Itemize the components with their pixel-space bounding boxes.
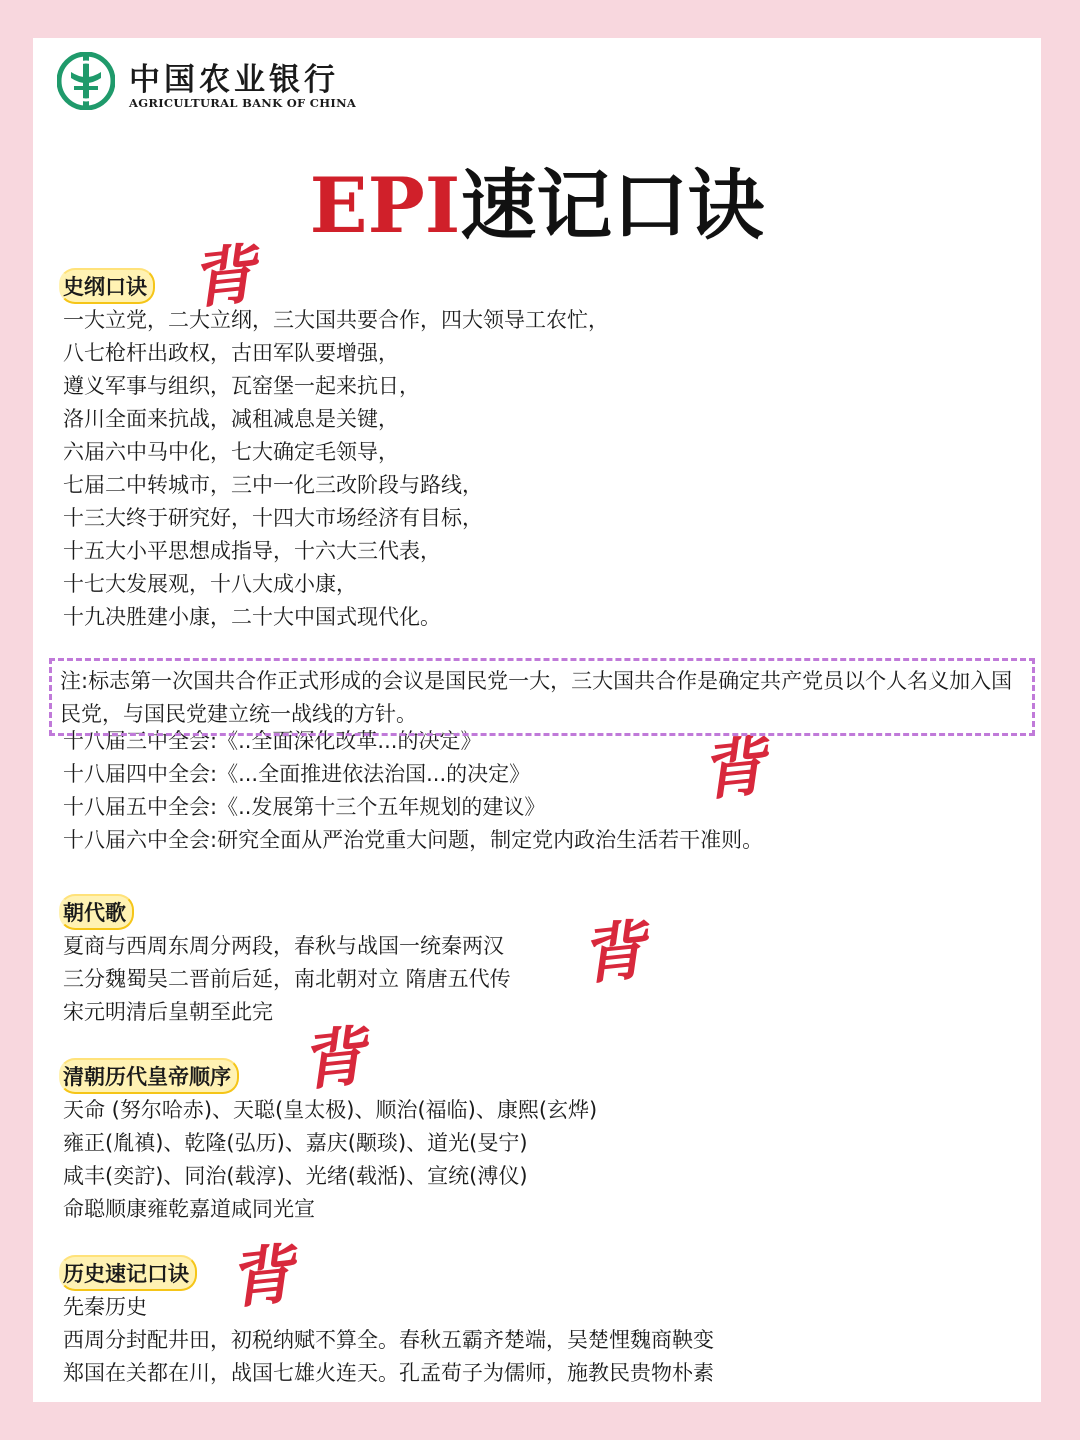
section-heading: 朝代歌 bbox=[59, 894, 134, 930]
text-line: 七届二中转城市，三中一化三改阶段与路线， bbox=[63, 473, 483, 497]
handwritten-mark: 背 bbox=[297, 1019, 369, 1101]
text-line: 十八届四中全会:《...全面推进依法治国...的决定》 bbox=[63, 762, 531, 786]
text-line: 西周分封配井田，初税纳赋不算全。春秋五霸齐楚端，吴楚悝魏商鞅变 bbox=[63, 1328, 714, 1352]
text-line: 六届六中马中化，七大确定毛领导， bbox=[63, 440, 399, 464]
text-line: 十九决胜建小康，二十大中国式现代化。 bbox=[63, 605, 441, 629]
text-line: 八七枪杆出政权，古田军队要增强， bbox=[63, 341, 399, 365]
text-line: 一大立党，二大立纲，三大国共要合作，四大领导工农忙， bbox=[63, 308, 609, 332]
text-line: 三分魏蜀吴二晋前后延，南北朝对立 隋唐五代传 bbox=[63, 967, 511, 991]
handwritten-mark: 背 bbox=[187, 237, 259, 319]
section-heading: 历史速记口诀 bbox=[59, 1255, 197, 1291]
text-line: 郑国在关都在川，战国七雄火连天。孔孟荀子为儒师，施教民贵物朴素 bbox=[63, 1361, 714, 1385]
note-text: 注:标志第一次国共合作正式形成的会议是国民党一大，三大国共合作是确定共产党员以个人名义加入国民党，与国民党建立统一战线的方针。 bbox=[60, 669, 1013, 726]
section-history bbox=[63, 1255, 714, 1390]
handwritten-mark: 背 bbox=[577, 913, 649, 995]
brand-name-cn: 中国农业银行 bbox=[129, 62, 339, 98]
text-line: 洛川全面来抗战，减租减息是关键， bbox=[63, 407, 399, 431]
text-line: 宋元明清后皇朝至此完 bbox=[63, 1000, 273, 1024]
brand-name-en: AGRICULTURAL BANK OF CHINA bbox=[129, 96, 357, 110]
title-cn: 速记口诀 bbox=[460, 161, 765, 250]
section-shigang bbox=[63, 268, 609, 634]
page-title bbox=[33, 156, 1041, 256]
text-line: 十八届三中全会:《..全面深化改革...的决定》 bbox=[63, 729, 482, 753]
handwritten-mark: 背 bbox=[697, 729, 769, 811]
text-line: 十八届五中全会:《..发展第十三个五年规划的建议》 bbox=[63, 795, 546, 819]
section-dynasty bbox=[63, 894, 511, 1029]
text-line: 十八届六中全会:研究全面从严治党重大问题，制定党内政治生活若干准则。 bbox=[63, 828, 764, 852]
section-plenums bbox=[63, 725, 763, 857]
text-line: 天命 (努尔哈赤)、天聪(皇太极)、顺治(福临)、康熙(玄烨) bbox=[63, 1098, 598, 1122]
section-heading: 清朝历代皇帝顺序 bbox=[59, 1058, 239, 1094]
text-line: 夏商与西周东周分两段，春秋与战国一统秦两汉 bbox=[63, 934, 504, 958]
text-line: 咸丰(奕詝)、同治(载淳)、光绪(载湉)、宣统(溥仪) bbox=[63, 1164, 528, 1188]
handwritten-mark: 背 bbox=[225, 1237, 297, 1319]
text-line: 命聪顺康雍乾嘉道咸同光宣 bbox=[63, 1197, 315, 1221]
section-heading: 史纲口诀 bbox=[59, 268, 155, 304]
title-en: EPI bbox=[309, 161, 461, 250]
text-line: 十七大发展观，十八大成小康， bbox=[63, 572, 357, 596]
text-line: 先秦历史 bbox=[63, 1295, 147, 1319]
abc-bank-logo-icon bbox=[57, 52, 115, 110]
text-line: 遵义军事与组织，瓦窑堡一起来抗日， bbox=[63, 374, 420, 398]
text-line: 十三大终于研究好，十四大市场经济有目标， bbox=[63, 506, 483, 530]
note-box bbox=[49, 658, 1035, 736]
text-line: 雍正(胤禛)、乾隆(弘历)、嘉庆(颙琰)、道光(旻宁) bbox=[63, 1131, 528, 1155]
text-line: 十五大小平思想成指导，十六大三代表， bbox=[63, 539, 441, 563]
